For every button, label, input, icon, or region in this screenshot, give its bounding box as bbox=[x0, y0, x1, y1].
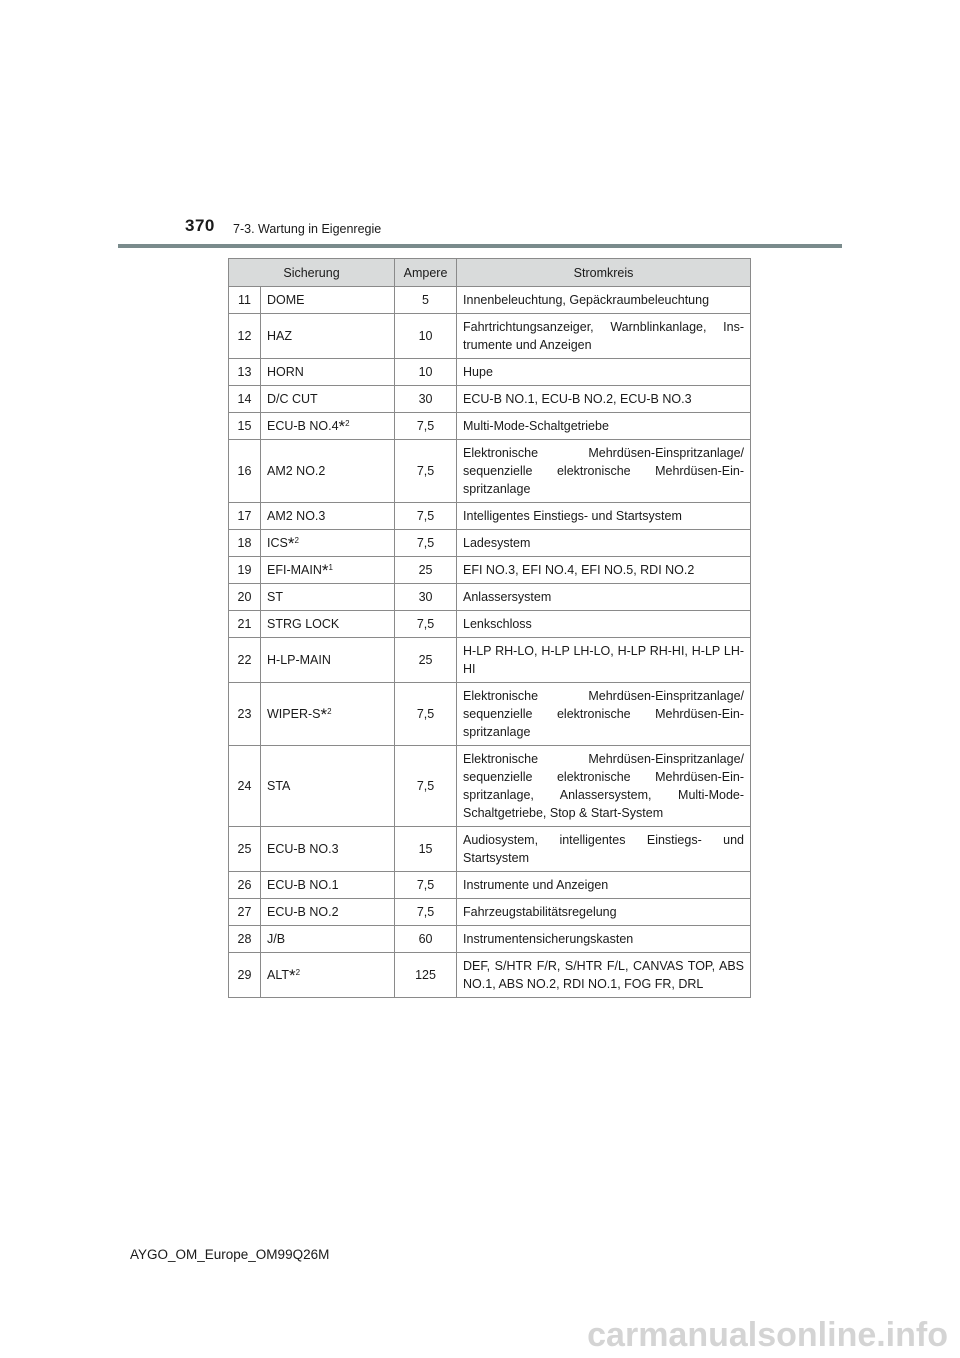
fuse-name: ALT bbox=[267, 968, 289, 982]
fuse-ampere: 7,5 bbox=[395, 530, 457, 557]
fuse-name: ECU-B NO.1 bbox=[267, 878, 339, 892]
footnote-number: 1 bbox=[328, 563, 333, 572]
fuse-ampere: 7,5 bbox=[395, 503, 457, 530]
fuse-ampere: 30 bbox=[395, 584, 457, 611]
fuse-number: 13 bbox=[229, 359, 261, 386]
fuse-name-cell bbox=[261, 926, 395, 953]
table-row bbox=[229, 953, 751, 998]
fuse-name: STRG LOCK bbox=[267, 617, 340, 631]
fuse-table bbox=[228, 258, 751, 998]
fuse-name-cell bbox=[261, 503, 395, 530]
fuse-name-cell bbox=[261, 359, 395, 386]
fuse-name-cell bbox=[261, 584, 395, 611]
fuse-circuit: ECU-B NO.1, ECU-B NO.2, ECU-B NO.3 bbox=[457, 386, 751, 413]
fuse-name: D/C CUT bbox=[267, 392, 318, 406]
footnote-number: 2 bbox=[295, 968, 301, 977]
header-rule bbox=[118, 244, 842, 248]
fuse-number: 14 bbox=[229, 386, 261, 413]
table-row bbox=[229, 827, 751, 872]
fuse-number: 11 bbox=[229, 287, 261, 314]
fuse-name-cell bbox=[261, 386, 395, 413]
footnote-number: 2 bbox=[294, 536, 299, 545]
fuse-number: 17 bbox=[229, 503, 261, 530]
fuse-name-cell bbox=[261, 683, 395, 746]
fuse-number: 16 bbox=[229, 440, 261, 503]
fuse-circuit: Anlassersystem bbox=[457, 584, 751, 611]
table-row bbox=[229, 503, 751, 530]
table-row bbox=[229, 926, 751, 953]
table-row bbox=[229, 530, 751, 557]
fuse-name-cell bbox=[261, 440, 395, 503]
fuse-number: 22 bbox=[229, 638, 261, 683]
watermark: carmanualsonline.info bbox=[587, 1316, 948, 1354]
fuse-name: WIPER-S bbox=[267, 707, 321, 721]
fuse-ampere: 7,5 bbox=[395, 413, 457, 440]
table-row bbox=[229, 386, 751, 413]
fuse-circuit: Lenkschloss bbox=[457, 611, 751, 638]
fuse-circuit: Instrumente und Anzeigen bbox=[457, 872, 751, 899]
column-header-ampere: Ampere bbox=[395, 259, 457, 287]
fuse-name: STA bbox=[267, 779, 291, 793]
fuse-number: 25 bbox=[229, 827, 261, 872]
fuse-name: ST bbox=[267, 590, 283, 604]
fuse-circuit: H-LP RH-LO, H-LP LH-LO, H-LP RH-HI, H-LP LH-HI bbox=[457, 638, 751, 683]
fuse-name: ECU-B NO.3 bbox=[267, 842, 339, 856]
fuse-circuit: Intelligentes Einstiegs- und Startsystem bbox=[457, 503, 751, 530]
column-header-sicherung: Sicherung bbox=[229, 259, 395, 287]
fuse-name: DOME bbox=[267, 293, 305, 307]
table-row bbox=[229, 584, 751, 611]
fuse-number: 27 bbox=[229, 899, 261, 926]
fuse-name-cell bbox=[261, 827, 395, 872]
fuse-number: 15 bbox=[229, 413, 261, 440]
table-row bbox=[229, 287, 751, 314]
fuse-ampere: 125 bbox=[395, 953, 457, 998]
fuse-circuit: Innenbeleuchtung, Gepäckraumbeleuchtung bbox=[457, 287, 751, 314]
fuse-number: 12 bbox=[229, 314, 261, 359]
fuse-ampere: 7,5 bbox=[395, 899, 457, 926]
fuse-ampere: 15 bbox=[395, 827, 457, 872]
fuse-name-cell bbox=[261, 557, 395, 584]
fuse-circuit: Multi-Mode-Schaltgetriebe bbox=[457, 413, 751, 440]
fuse-table-body bbox=[229, 287, 751, 998]
fuse-number: 19 bbox=[229, 557, 261, 584]
table-row bbox=[229, 899, 751, 926]
fuse-name-cell bbox=[261, 314, 395, 359]
table-row bbox=[229, 557, 751, 584]
fuse-ampere: 7,5 bbox=[395, 611, 457, 638]
column-header-stromkreis: Stromkreis bbox=[457, 259, 751, 287]
fuse-name: AM2 NO.2 bbox=[267, 464, 326, 478]
table-row bbox=[229, 359, 751, 386]
fuse-number: 26 bbox=[229, 872, 261, 899]
fuse-circuit: Audiosystem, intelligentes Einstiegs- und Startsystem bbox=[457, 827, 751, 872]
fuse-ampere: 10 bbox=[395, 359, 457, 386]
table-row bbox=[229, 746, 751, 827]
fuse-ampere: 10 bbox=[395, 314, 457, 359]
fuse-number: 24 bbox=[229, 746, 261, 827]
table-row bbox=[229, 638, 751, 683]
footnote-asterisk-icon: * bbox=[320, 705, 328, 724]
fuse-ampere: 7,5 bbox=[395, 872, 457, 899]
fuse-circuit: Fahrzeugstabilitätsregelung bbox=[457, 899, 751, 926]
footnote-asterisk-icon: * bbox=[289, 966, 296, 985]
fuse-circuit: Elektronische Mehrdüsen-Einspritzanlage/ sequenzielle elektronische Mehrdüsen-Ein-spritzanlage bbox=[457, 440, 751, 503]
section-title: 7-3. Wartung in Eigenregie bbox=[233, 222, 382, 236]
fuse-name: ECU-B NO.4 bbox=[267, 419, 339, 433]
table-header-row bbox=[229, 259, 751, 287]
footnote-asterisk-icon: * bbox=[287, 534, 295, 553]
table-row bbox=[229, 611, 751, 638]
fuse-name-cell bbox=[261, 953, 395, 998]
fuse-ampere: 7,5 bbox=[395, 440, 457, 503]
fuse-ampere: 25 bbox=[395, 557, 457, 584]
fuse-circuit: Ladesystem bbox=[457, 530, 751, 557]
fuse-ampere: 60 bbox=[395, 926, 457, 953]
table-row bbox=[229, 872, 751, 899]
document-id: AYGO_OM_Europe_OM99Q26M bbox=[130, 1247, 330, 1262]
fuse-number: 21 bbox=[229, 611, 261, 638]
fuse-number: 29 bbox=[229, 953, 261, 998]
fuse-name: AM2 NO.3 bbox=[267, 509, 326, 523]
fuse-name-cell bbox=[261, 872, 395, 899]
footnote-number: 2 bbox=[345, 419, 350, 428]
fuse-circuit: DEF, S/HTR F/R, S/HTR F/L, CANVAS TOP, ABS NO.1, ABS NO.2, RDI NO.1, FOG FR, DRL bbox=[457, 953, 751, 998]
fuse-number: 23 bbox=[229, 683, 261, 746]
fuse-name-cell bbox=[261, 287, 395, 314]
fuse-circuit: EFI NO.3, EFI NO.4, EFI NO.5, RDI NO.2 bbox=[457, 557, 751, 584]
page-number: 370 bbox=[185, 216, 215, 235]
fuse-circuit: Elektronische Mehrdüsen-Einspritzanlage/ sequenzielle elektronische Mehrdüsen-Ein-spritzanlage, Anlassersystem, Multi-Mode-Schaltgetriebe, Stop & Start-System bbox=[457, 746, 751, 827]
fuse-ampere: 30 bbox=[395, 386, 457, 413]
fuse-name: H-LP-MAIN bbox=[267, 653, 331, 667]
fuse-number: 28 bbox=[229, 926, 261, 953]
fuse-ampere: 7,5 bbox=[395, 683, 457, 746]
fuse-ampere: 25 bbox=[395, 638, 457, 683]
fuse-name: EFI-MAIN bbox=[267, 563, 322, 577]
fuse-name-cell bbox=[261, 746, 395, 827]
fuse-name: HORN bbox=[267, 365, 304, 379]
fuse-circuit: Fahrtrichtungsanzeiger, Warnblinkanlage, Ins-trumente und Anzeigen bbox=[457, 314, 751, 359]
fuse-name: J/B bbox=[267, 932, 286, 946]
table-row bbox=[229, 314, 751, 359]
fuse-circuit: Elektronische Mehrdüsen-Einspritzanlage/ sequenzielle elektronische Mehrdüsen-Ein-spritzanlage bbox=[457, 683, 751, 746]
table-row bbox=[229, 440, 751, 503]
fuse-name: ECU-B NO.2 bbox=[267, 905, 339, 919]
fuse-name-cell bbox=[261, 611, 395, 638]
fuse-name: HAZ bbox=[267, 329, 292, 343]
table-row bbox=[229, 683, 751, 746]
fuse-name-cell bbox=[261, 530, 395, 557]
fuse-name: ICS bbox=[267, 536, 288, 550]
fuse-circuit: Instrumentensicherungskasten bbox=[457, 926, 751, 953]
fuse-number: 18 bbox=[229, 530, 261, 557]
fuse-name-cell bbox=[261, 899, 395, 926]
footnote-number: 2 bbox=[327, 707, 332, 716]
fuse-ampere: 5 bbox=[395, 287, 457, 314]
fuse-ampere: 7,5 bbox=[395, 746, 457, 827]
table-row bbox=[229, 413, 751, 440]
footnote-asterisk-icon: * bbox=[338, 417, 346, 436]
fuse-number: 20 bbox=[229, 584, 261, 611]
footnote-asterisk-icon: * bbox=[321, 561, 329, 580]
fuse-name-cell bbox=[261, 638, 395, 683]
fuse-circuit: Hupe bbox=[457, 359, 751, 386]
fuse-name-cell bbox=[261, 413, 395, 440]
